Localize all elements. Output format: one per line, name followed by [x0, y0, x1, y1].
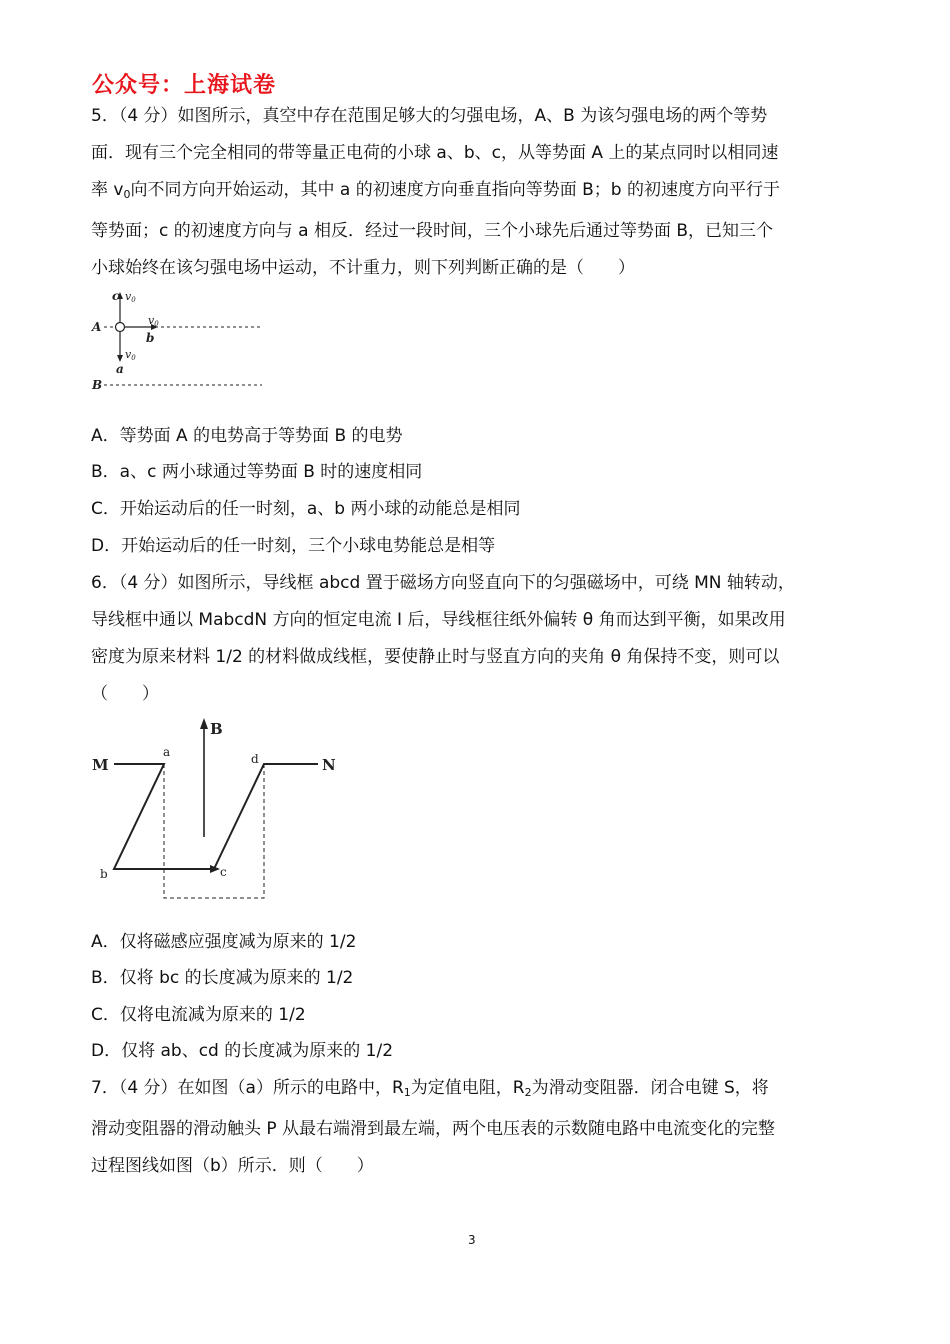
label-b: b: [146, 331, 155, 345]
q5-line-3-prefix: 率 v: [91, 180, 124, 200]
label-v0-a-sub: 0: [131, 354, 136, 362]
label-d: d: [251, 752, 259, 766]
velocity-a-arrowhead: [117, 355, 123, 362]
q7-r1-sub: 1: [403, 1086, 411, 1099]
q6-line-3: 密度为原来材料 1/2 的材料做成线框，要使静止时与竖直方向的夹角 θ 角保持不变，则可以: [91, 647, 780, 667]
field-b-arrowhead: [200, 718, 208, 729]
q6-line-2: 导线框中通以 MabcdN 方向的恒定电流 I 后，导线框往纸外偏转 θ 角而达到平衡，如果改用: [91, 610, 786, 630]
q6-option-a: A．仅将磁感应强度减为原来的 1/2: [91, 932, 357, 952]
q5-line-1: 5．（4 分）如图所示，真空中存在范围足够大的匀强电场，A、B 为该匀强电场的两个等势: [91, 106, 768, 126]
label-a: a: [116, 362, 124, 376]
q7-line-1: [91, 1070, 871, 1111]
label-v0-a-v: v: [125, 348, 132, 361]
q6-option-b: B．仅将 bc 的长度减为原来的 1/2: [91, 968, 354, 988]
label-v0-b-sub: 0: [154, 320, 159, 328]
q5-option-c: C．开始运动后的任一时刻，a、b 两小球的动能总是相同: [91, 499, 521, 519]
q7-line-2: 滑动变阻器的滑动触头 P 从最右端滑到最左端，两个电压表的示数随电路中电流变化的完整: [91, 1119, 776, 1139]
label-b: b: [100, 867, 108, 881]
q6-figure: [88, 712, 348, 902]
q5-line-2: 面．现有三个完全相同的带等量正电荷的小球 a、b、c，从等势面 A 上的某点同时以相同速: [91, 143, 779, 163]
label-B: B: [92, 378, 103, 392]
label-A: A: [92, 320, 102, 334]
label-v0-c: [125, 290, 136, 304]
question-6: [91, 565, 871, 713]
q5-line-3: [91, 172, 871, 213]
q5-figure: [88, 286, 278, 396]
question-5: [91, 98, 871, 287]
q5-line-5: 小球始终在该匀强电场中运动，不计重力，则下列判断正确的是（ ）: [91, 258, 635, 278]
label-c: c: [112, 289, 120, 303]
wire-cd-dn: [214, 764, 318, 869]
q5-line-4: 等势面；c 的初速度方向与 a 相反．经过一段时间，三个小球先后通过等势面 B，已知三个: [91, 221, 774, 241]
label-B: B: [210, 720, 223, 738]
dashed-projection: [164, 764, 264, 898]
q5-line-3-text: 向不同方向开始运动，其中 a 的初速度方向垂直指向等势面 B；b 的初速度方向平行于: [130, 180, 780, 200]
label-N: N: [322, 756, 336, 774]
q5-option-a: A．等势面 A 的电势高于等势面 B 的电势: [91, 426, 403, 446]
label-v0-a: [125, 348, 136, 362]
q7-line-1-part3: 为滑动变阻器．闭合电键 S，将: [531, 1078, 769, 1098]
label-v0-c-sub: 0: [131, 296, 136, 304]
label-c: c: [220, 865, 227, 879]
brand-header: 公众号：上海试卷: [92, 73, 277, 98]
q7-line-1-part2: 为定值电阻，R: [410, 1078, 525, 1098]
q6-option-c: C．仅将电流减为原来的 1/2: [91, 1005, 306, 1025]
q6-option-d: D．仅将 ab、cd 的长度减为原来的 1/2: [91, 1041, 394, 1061]
q7-r2-sub: 2: [524, 1086, 532, 1099]
q5-option-b: B．a、c 两小球通过等势面 B 时的速度相同: [91, 462, 423, 482]
q7-line-1-part1: 7．（4 分）在如图（a）所示的电路中，R: [91, 1078, 404, 1098]
question-7: [91, 1070, 871, 1185]
q6-line-4: （ ）: [91, 684, 159, 704]
label-M: M: [92, 756, 109, 774]
q5-option-d: D．开始运动后的任一时刻，三个小球电势能总是相等: [91, 536, 496, 556]
ball-circle: [116, 323, 125, 332]
label-v0-c-v: v: [125, 290, 132, 303]
page-number: 3: [468, 1233, 476, 1247]
label-v0-b-v: v: [148, 314, 155, 327]
q7-line-3: 过程图线如图（b）所示．则（ ）: [91, 1156, 374, 1176]
label-a: a: [163, 745, 171, 759]
q6-line-1: 6．（4 分）如图所示，导线框 abcd 置于磁场方向竖直向下的匀强磁场中，可绕 MN 轴转动，: [91, 573, 795, 593]
q5-line-3-sub: 0: [123, 188, 131, 201]
label-v0-b: [148, 314, 159, 328]
